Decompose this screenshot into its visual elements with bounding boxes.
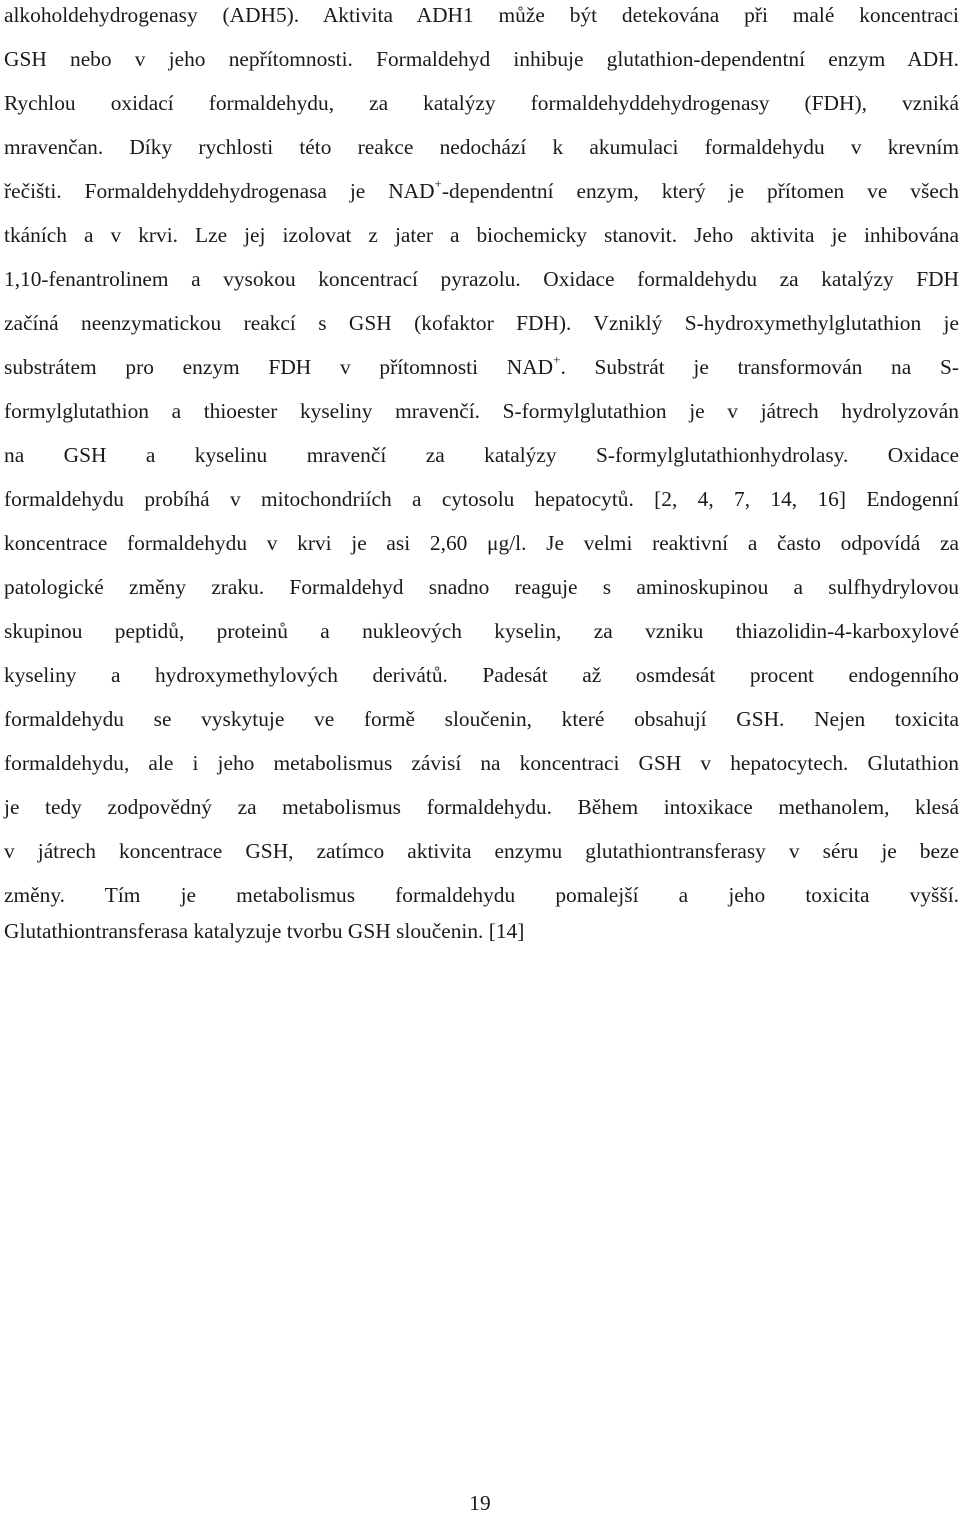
text-line: je tedy zodpovědný za metabolismus formaldehydu. Během intoxikace methanolem, klesá [4,795,959,819]
text-line [4,176,959,206]
text-line: formaldehydu se vyskytuje ve formě sloučenin, které obsahují GSH. Nejen toxicita [4,707,959,731]
text-line: mravenčan. Díky rychlosti této reakce nedochází k akumulaci formaldehydu v krevním [4,135,959,159]
text-line: v játrech koncentrace GSH, zatímco aktivita enzymu glutathiontransferasy v séru je beze [4,839,959,863]
text-line: tkáních a v krvi. Lze jej izolovat z jater a biochemicky stanovit. Jeho aktivita je inhibována [4,223,959,247]
text-line: Rychlou oxidací formaldehydu, za katalýzy formaldehyddehydrogenasy (FDH), vzniká [4,91,959,115]
text-line: alkoholdehydrogenasy (ADH5). Aktivita ADH1 může být detekována při malé koncentraci [4,3,959,27]
text-line [4,352,959,382]
text-segment: řečišti. Formaldehyddehydrogenasa je NAD [4,179,435,203]
superscript: + [553,351,561,367]
page-number: 19 [469,1491,491,1515]
text-segment: substrátem pro enzym FDH v přítomnosti NAD [4,355,554,379]
text-line: změny. Tím je metabolismus formaldehydu pomalejší a jeho toxicita vyšší. [4,883,959,907]
text-line: Glutathiontransferasa katalyzuje tvorbu GSH sloučenin. [14] [4,919,525,943]
text-segment: . Substrát je transformován na S- [560,355,959,379]
text-line: formylglutathion a thioester kyseliny mravenčí. S-formylglutathion je v játrech hydrolyzován [4,399,959,423]
text-line: koncentrace formaldehydu v krvi je asi 2,60 μg/l. Je velmi reaktivní a často odpovídá za [4,531,959,555]
text-line: začíná neenzymatickou reakcí s GSH (kofaktor FDH). Vzniklý S-hydroxymethylglutathion je [4,311,959,335]
text-line: formaldehydu probíhá v mitochondriích a cytosolu hepatocytů. [2, 4, 7, 14, 16] Endogenní [4,487,959,511]
text-line: na GSH a kyselinu mravenčí za katalýzy S-formylglutathionhydrolasy. Oxidace [4,443,959,467]
text-segment: -dependentní enzym, který je přítomen ve všech [441,179,960,203]
text-line: kyseliny a hydroxymethylových derivátů. Padesát až osmdesát procent endogenního [4,663,959,687]
text-line: skupinou peptidů, proteinů a nukleových kyselin, za vzniku thiazolidin-4-karboxylové [4,619,959,643]
text-line: GSH nebo v jeho nepřítomnosti. Formaldehyd inhibuje glutathion-dependentní enzym ADH. [4,47,959,71]
text-line: 1,10-fenantrolinem a vysokou koncentrací pyrazolu. Oxidace formaldehydu za katalýzy FDH [4,267,959,291]
text-line: patologické změny zraku. Formaldehyd snadno reaguje s aminoskupinou a sulfhydrylovou [4,575,959,599]
superscript: + [434,175,442,191]
text-line: formaldehydu, ale i jeho metabolismus závisí na koncentraci GSH v hepatocytech. Glutathion [4,751,959,775]
